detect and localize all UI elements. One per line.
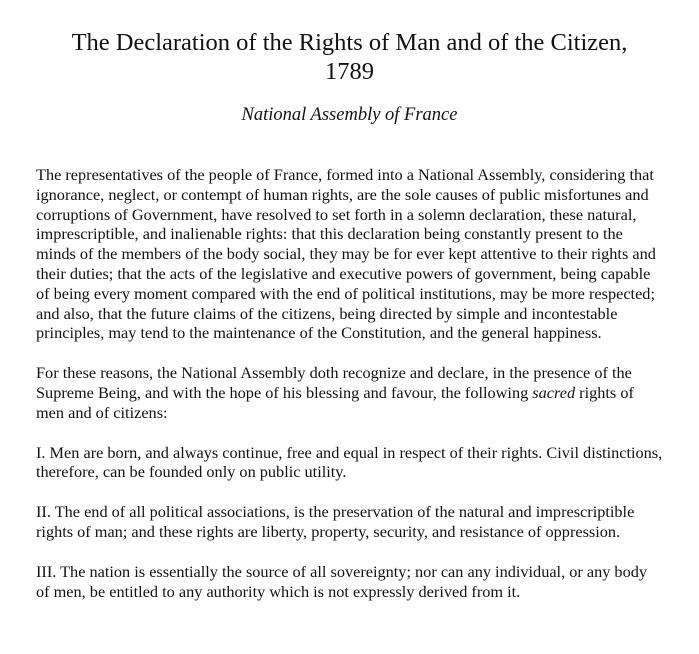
document-title [36,0,663,86]
document-title-line2: 1789 [325,58,374,85]
article-2: II. The end of all political associations, is the preservation of the natural and imprescriptible rights of man; and these rights are liberty, property, security, and resistance of oppression. [36,502,635,541]
article-3: III. The nation is essentially the source of all sovereignty; nor can any individual, or any body of men, be entitled to any authority which is not expressly derived from it. [36,561,647,601]
article-1: I. Men are born, and always continue, free and equal in respect of their rights. Civil distinctions, therefore, can be founded only on public utility. [36,442,663,482]
document-title-line1: The Declaration of the Rights of Man and of the Citizen, [71,29,628,56]
recognition-text-before: For these reasons, the National Assembly doth recognize and declare, in the presence of the Supreme Being, and with the hope of his blessing and favour, the following [36,363,632,402]
recognition-text-after: rights of men and of citizens: [36,382,634,422]
document-subtitle: National Assembly of France [241,105,458,125]
recognition-emphasis: sacred [532,382,576,402]
preamble-paragraph: The representatives of the people of France, formed into a National Assembly, considering that ignorance, neglect, or contempt of human rights, are the sole causes of public misfortunes and corruptions of Government, have resolved to set forth in a solemn declaration, these natural, imprescriptible, and inalienable rights: that this declaration being constantly present to the minds of the members of the body social, they may be for ever kept attentive to their rights and their duties; that the acts of the legislative and executive powers of government, being capable of being every moment compared with the end of political institutions, may be more respected; and also, that the future claims of the citizens, being directed by simple and incontestable principles, may tend to the maintenance of the Constitution, and the general happiness. [36,165,656,343]
recognition-paragraph [36,363,663,422]
